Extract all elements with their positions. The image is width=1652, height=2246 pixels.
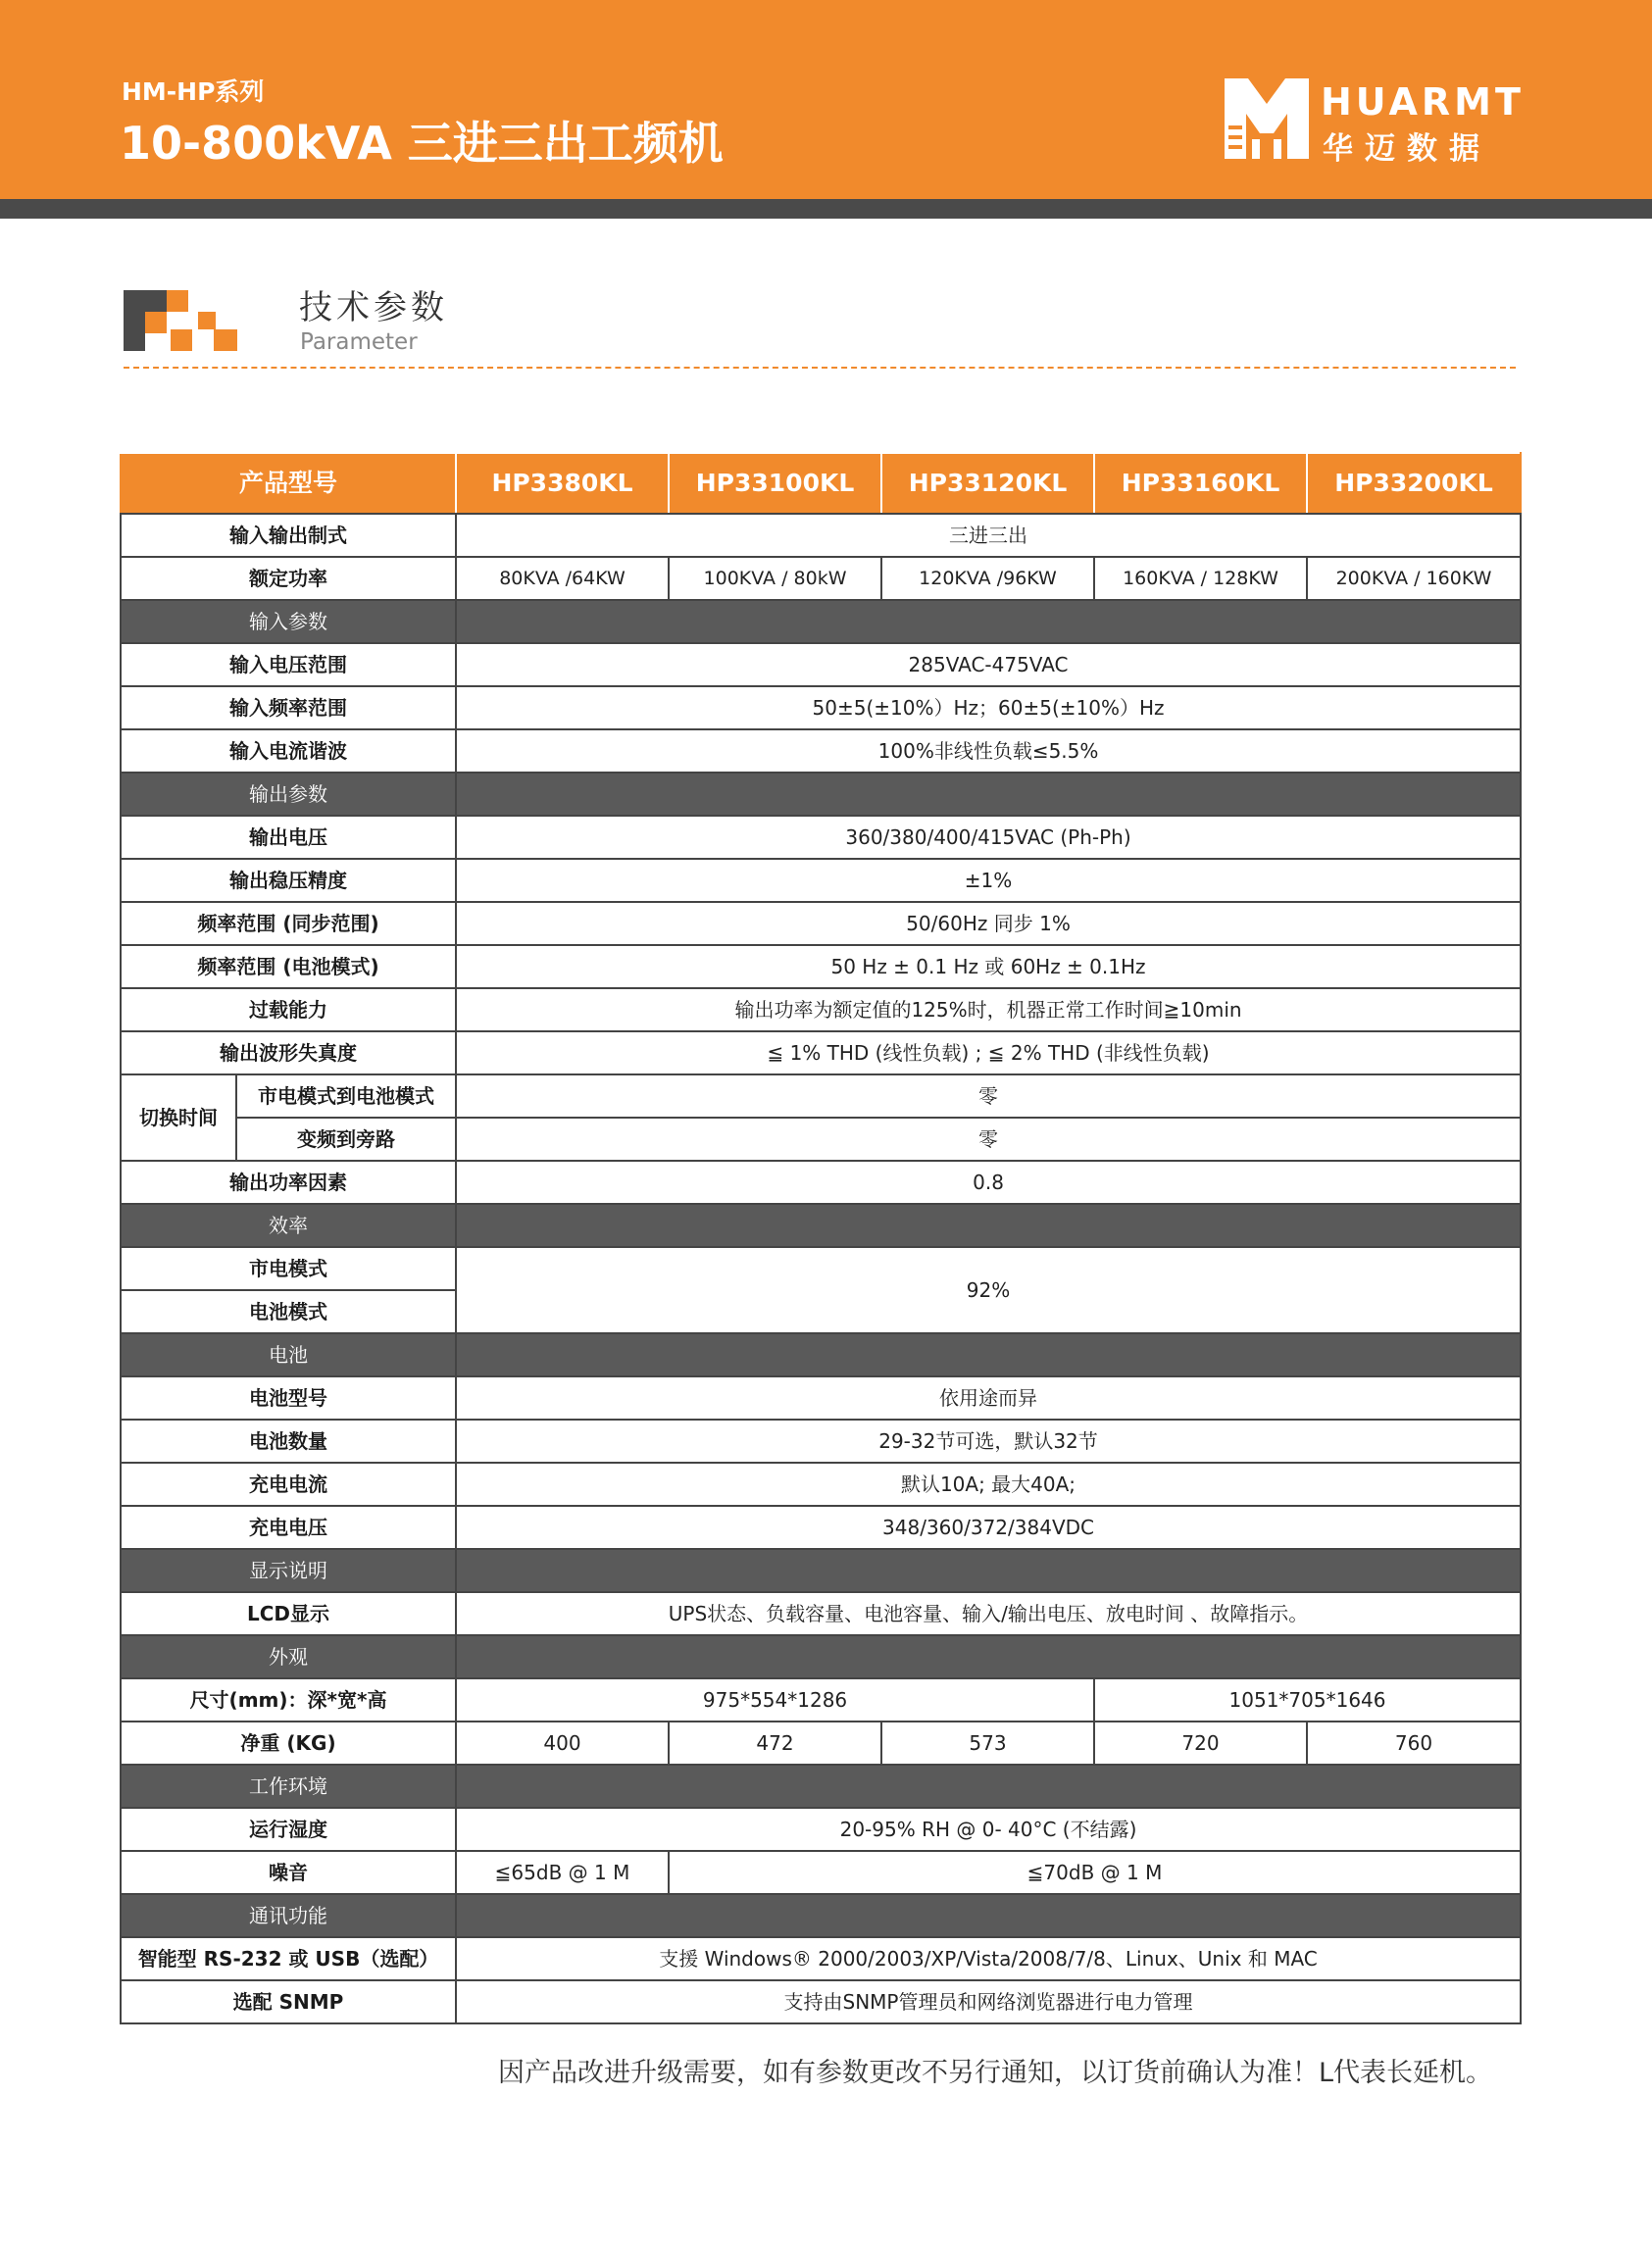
- model-name: HP33120KL: [881, 453, 1094, 514]
- row-label: 额定功率: [121, 557, 456, 600]
- row-label: 选配 SNMP: [121, 1980, 456, 2023]
- table-row: [121, 859, 1521, 902]
- row-value: 50/60Hz 同步 1%: [456, 902, 1521, 945]
- table-row: [121, 1980, 1521, 2023]
- row-label: 输出稳压精度: [121, 859, 456, 902]
- row-value: 348/360/372/384VDC: [456, 1506, 1521, 1549]
- row-label: 输出功率因素: [121, 1161, 456, 1204]
- row-label: 市电模式: [121, 1247, 456, 1290]
- section-row: [121, 1635, 1521, 1678]
- model-name: HP3380KL: [456, 453, 669, 514]
- row-label: 充电电压: [121, 1506, 456, 1549]
- row-value: ≦65dB @ 1 M: [456, 1851, 669, 1894]
- row-label: 电池模式: [121, 1290, 456, 1333]
- table-row: [121, 1678, 1521, 1722]
- model-name: HP33100KL: [669, 453, 881, 514]
- table-row: [121, 1031, 1521, 1074]
- table-row: [121, 816, 1521, 859]
- brand-name-en: HUARMT: [1321, 80, 1525, 124]
- section-fill: [456, 1549, 1521, 1592]
- row-value: 默认10A; 最大40A;: [456, 1463, 1521, 1506]
- section-label: 输出参数: [121, 773, 456, 816]
- footnote: 因产品改进升级需要，如有参数更改不另行通知，以订货前确认为准！L代表长延机。: [498, 2058, 1493, 2088]
- row-label: 频率范围 (同步范围): [121, 902, 456, 945]
- page-title: 10-800kVA 三进三出工频机: [120, 117, 724, 170]
- section-row: [121, 600, 1521, 643]
- row-value: 0.8: [456, 1161, 1521, 1204]
- row-label: 输入输出制式: [121, 514, 456, 557]
- row-sublabel: 变频到旁路: [236, 1118, 456, 1161]
- section-fill: [456, 773, 1521, 816]
- table-row: [121, 557, 1521, 600]
- row-label: 运行湿度: [121, 1808, 456, 1851]
- row-value: 100KVA / 80kW: [669, 557, 881, 600]
- row-label: 输入频率范围: [121, 686, 456, 729]
- row-value: 360/380/400/415VAC (Ph-Ph): [456, 816, 1521, 859]
- row-value: 三进三出: [456, 514, 1521, 557]
- row-value: 依用途而异: [456, 1376, 1521, 1420]
- section-label: 外观: [121, 1635, 456, 1678]
- row-value: ≦70dB @ 1 M: [669, 1851, 1521, 1894]
- row-label: 智能型 RS-232 或 USB（选配）: [121, 1937, 456, 1980]
- section-label: 效率: [121, 1204, 456, 1247]
- row-label: 净重 (KG): [121, 1722, 456, 1765]
- model-name: HP33160KL: [1094, 453, 1307, 514]
- section-label: 工作环境: [121, 1765, 456, 1808]
- row-label: 尺寸(mm)：深*宽*高: [121, 1678, 456, 1722]
- section-label: 输入参数: [121, 600, 456, 643]
- row-value: 支持由SNMP管理员和网络浏览器进行电力管理: [456, 1980, 1521, 2023]
- section-row: [121, 1204, 1521, 1247]
- table-row: [121, 729, 1521, 773]
- row-value: 零: [456, 1118, 1521, 1161]
- row-label: 电池数量: [121, 1420, 456, 1463]
- table-row: [121, 1118, 1521, 1161]
- table-row: [121, 514, 1521, 557]
- row-value: 50 Hz ± 0.1 Hz 或 60Hz ± 0.1Hz: [456, 945, 1521, 988]
- table-row: [121, 1161, 1521, 1204]
- row-label: 噪音: [121, 1851, 456, 1894]
- table-row: [121, 1851, 1521, 1894]
- row-value: 20-95% RH @ 0- 40°C (不结露): [456, 1808, 1521, 1851]
- model-name: HP33200KL: [1307, 453, 1521, 514]
- row-label: 输出波形失真度: [121, 1031, 456, 1074]
- table-row: [121, 945, 1521, 988]
- table-row: [121, 1247, 1521, 1290]
- section-fill: [456, 1204, 1521, 1247]
- table-row: [121, 1592, 1521, 1635]
- row-label: 频率范围 (电池模式): [121, 945, 456, 988]
- row-value: 支援 Windows® 2000/2003/XP/Vista/2008/7/8、Linux、Unix 和 MAC: [456, 1937, 1521, 1980]
- section-row: [121, 773, 1521, 816]
- row-label: LCD显示: [121, 1592, 456, 1635]
- header-dark-bar: [0, 199, 1652, 219]
- brand-name-cn: 华迈数据: [1323, 131, 1491, 167]
- table-header-row: [121, 453, 1521, 514]
- row-value: 输出功率为额定值的125%时，机器正常工作时间≧10min: [456, 988, 1521, 1031]
- row-label: 输出电压: [121, 816, 456, 859]
- section-subtitle: Parameter: [300, 329, 418, 355]
- table-row: [121, 1376, 1521, 1420]
- row-value: 975*554*1286: [456, 1678, 1094, 1722]
- row-value: 50±5(±10%）Hz；60±5(±10%）Hz: [456, 686, 1521, 729]
- row-label: 切换时间: [121, 1074, 236, 1161]
- row-value: 760: [1307, 1722, 1521, 1765]
- row-value: 29-32节可选，默认32节: [456, 1420, 1521, 1463]
- brand-logo-icon: [1223, 76, 1311, 161]
- row-value: 200KVA / 160KW: [1307, 557, 1521, 600]
- header-model-label: 产品型号: [121, 453, 456, 514]
- brand-logo: [1223, 76, 1525, 167]
- section-title: 技术参数: [299, 288, 448, 327]
- section-divider: [124, 367, 1516, 369]
- section-row: [121, 1765, 1521, 1808]
- section-fill: [456, 1765, 1521, 1808]
- table-row: [121, 1937, 1521, 1980]
- table-row: [121, 1808, 1521, 1851]
- table-row: [121, 1722, 1521, 1765]
- section-fill: [456, 600, 1521, 643]
- row-label: 电池型号: [121, 1376, 456, 1420]
- section-label: 通讯功能: [121, 1894, 456, 1937]
- row-label: 输入电压范围: [121, 643, 456, 686]
- row-value: 285VAC-475VAC: [456, 643, 1521, 686]
- row-value: 80KVA /64KW: [456, 557, 669, 600]
- row-value: UPS状态、负载容量、电池容量、输入/输出电压、放电时间 、故障指示。: [456, 1592, 1521, 1635]
- section-fill: [456, 1894, 1521, 1937]
- row-value: 1051*705*1646: [1094, 1678, 1521, 1722]
- row-value: ≦ 1% THD (线性负载) ; ≦ 2% THD (非线性负载): [456, 1031, 1521, 1074]
- row-value: 472: [669, 1722, 881, 1765]
- table-row: [121, 1420, 1521, 1463]
- table-row: [121, 902, 1521, 945]
- row-value: 160KVA / 128KW: [1094, 557, 1307, 600]
- table-row: [121, 1506, 1521, 1549]
- section-row: [121, 1894, 1521, 1937]
- section-fill: [456, 1635, 1521, 1678]
- table-row: [121, 643, 1521, 686]
- table-row: [121, 686, 1521, 729]
- row-sublabel: 市电模式到电池模式: [236, 1074, 456, 1118]
- row-label: 过载能力: [121, 988, 456, 1031]
- section-row: [121, 1549, 1521, 1592]
- series-label: HM-HP系列: [122, 77, 265, 106]
- table-row: [121, 988, 1521, 1031]
- section-label: 电池: [121, 1333, 456, 1376]
- section-squares-icon: [124, 290, 237, 351]
- row-value: 120KVA /96KW: [881, 557, 1094, 600]
- spec-table: [120, 452, 1522, 2024]
- row-label: 输入电流谐波: [121, 729, 456, 773]
- table-row: [121, 1463, 1521, 1506]
- row-value: 零: [456, 1074, 1521, 1118]
- row-value: 573: [881, 1722, 1094, 1765]
- row-value: ±1%: [456, 859, 1521, 902]
- row-label: 充电电流: [121, 1463, 456, 1506]
- section-fill: [456, 1333, 1521, 1376]
- table-row: [121, 1074, 1521, 1118]
- row-value: 400: [456, 1722, 669, 1765]
- row-value: 92%: [456, 1247, 1521, 1333]
- section-label: 显示说明: [121, 1549, 456, 1592]
- row-value: 720: [1094, 1722, 1307, 1765]
- row-value: 100%非线性负载≤5.5%: [456, 729, 1521, 773]
- section-row: [121, 1333, 1521, 1376]
